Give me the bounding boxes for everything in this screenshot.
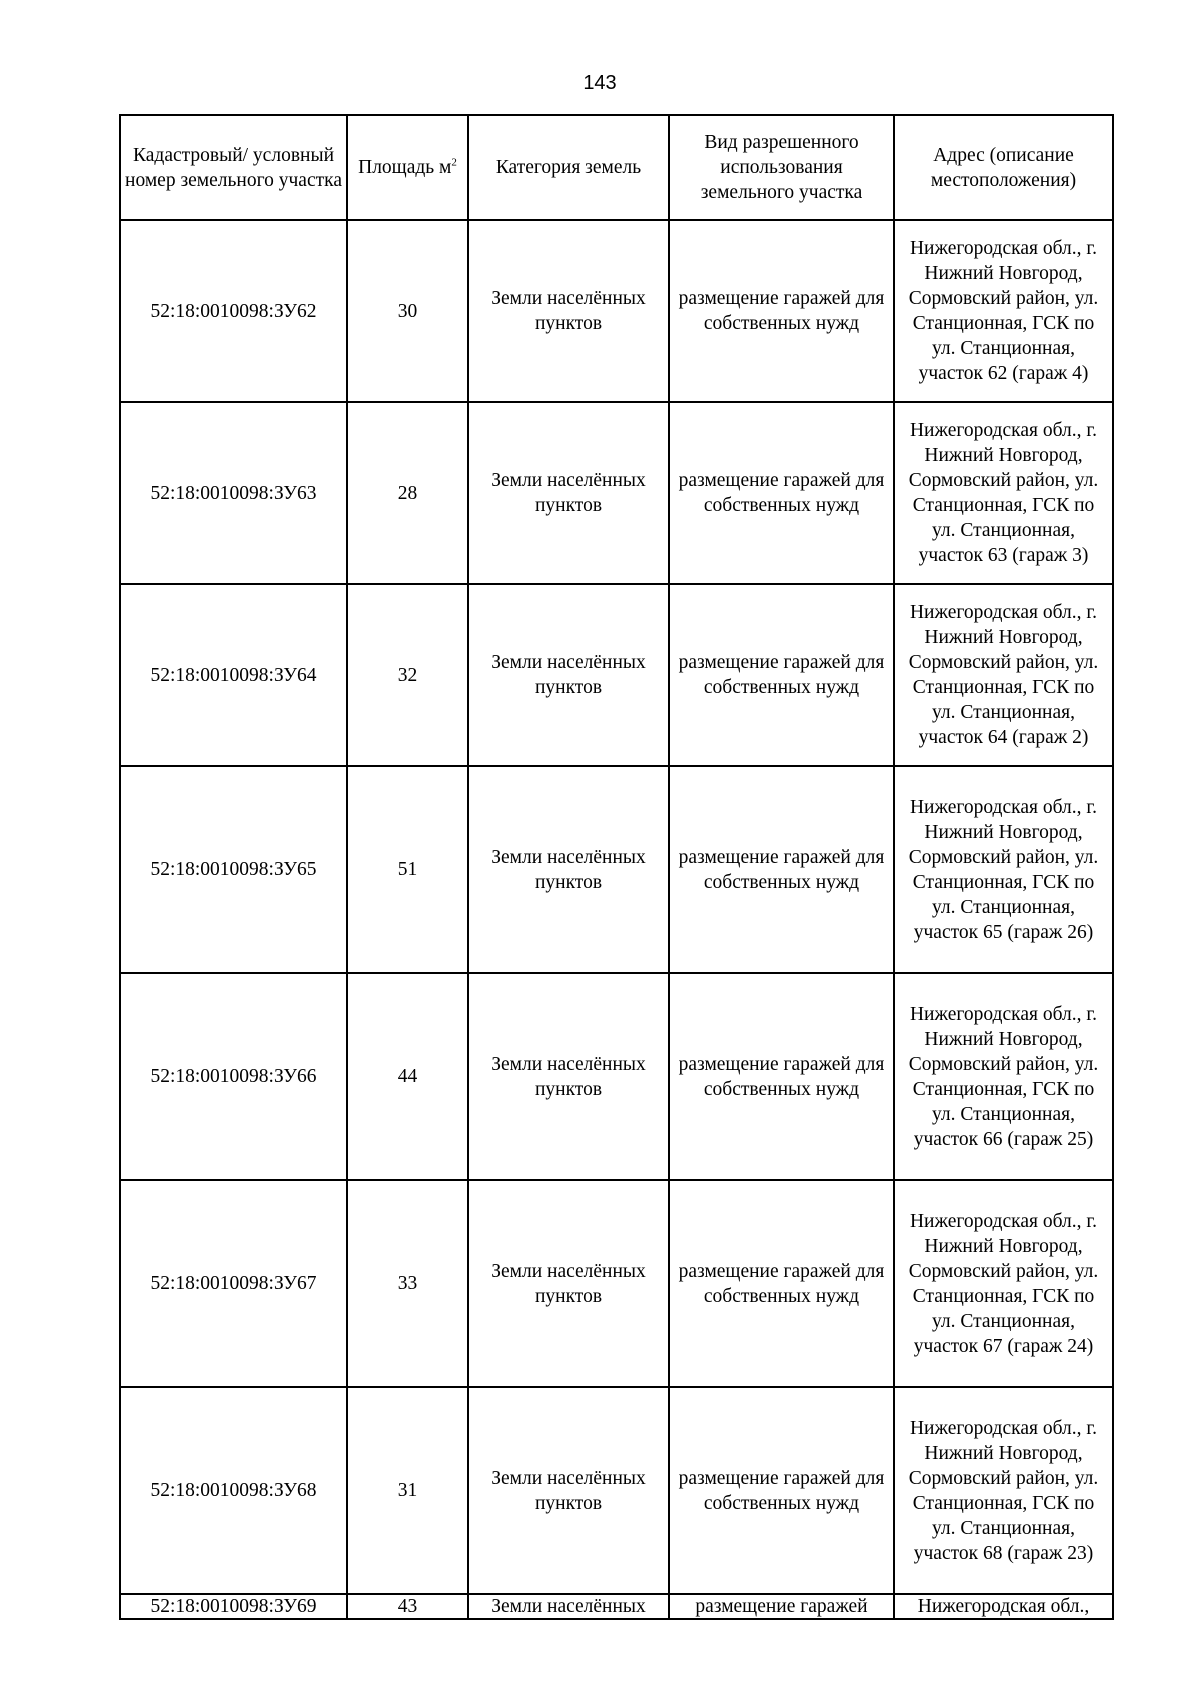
table-row bbox=[120, 402, 1113, 584]
land-category-cell: Земли населённых пунктов bbox=[468, 766, 669, 973]
cadastral-number-cell: 52:18:0010098:ЗУ68 bbox=[120, 1387, 347, 1594]
table-row bbox=[120, 1387, 1113, 1594]
permitted-use-cell: размещение гаражей для собственных нужд bbox=[669, 1180, 894, 1387]
land-category-cell: Земли населённых пунктов bbox=[468, 1180, 669, 1387]
header-area bbox=[347, 115, 468, 220]
cadastral-number-cell: 52:18:0010098:ЗУ64 bbox=[120, 584, 347, 766]
area-cell: 43 bbox=[347, 1594, 468, 1619]
permitted-use-cell: размещение гаражей для собственных нужд bbox=[669, 1387, 894, 1594]
area-cell: 32 bbox=[347, 584, 468, 766]
cadastral-number-cell: 52:18:0010098:ЗУ67 bbox=[120, 1180, 347, 1387]
land-category-cell: Земли населённых bbox=[468, 1594, 669, 1619]
area-cell: 51 bbox=[347, 766, 468, 973]
permitted-use-cell: размещение гаражей для собственных нужд bbox=[669, 766, 894, 973]
header-area-superscript: 2 bbox=[451, 156, 457, 169]
header-area-label: Площадь м bbox=[358, 157, 452, 178]
permitted-use-cell: размещение гаражей для собственных нужд bbox=[669, 220, 894, 402]
table-row bbox=[120, 766, 1113, 973]
address-cell: Нижегородская обл., г. Нижний Новгород, Сормовский район, ул. Станционная, ГСК по ул. Станционная, участок 66 (гараж 25) bbox=[894, 973, 1113, 1180]
cadastral-number-cell: 52:18:0010098:ЗУ62 bbox=[120, 220, 347, 402]
address-cell: Нижегородская обл., г. Нижний Новгород, Сормовский район, ул. Станционная, ГСК по ул. Станционная, участок 67 (гараж 24) bbox=[894, 1180, 1113, 1387]
land-category-cell: Земли населённых пунктов bbox=[468, 1387, 669, 1594]
table-row bbox=[120, 973, 1113, 1180]
permitted-use-cell: размещение гаражей для собственных нужд bbox=[669, 402, 894, 584]
land-category-cell: Земли населённых пунктов bbox=[468, 584, 669, 766]
address-cell: Нижегородская обл., г. Нижний Новгород, Сормовский район, ул. Станционная, ГСК по ул. Станционная, участок 65 (гараж 26) bbox=[894, 766, 1113, 973]
table-row bbox=[120, 1594, 1113, 1619]
cadastral-number-cell: 52:18:0010098:ЗУ65 bbox=[120, 766, 347, 973]
table-row bbox=[120, 1180, 1113, 1387]
header-land-category: Категория земель bbox=[468, 115, 669, 220]
table-header-row bbox=[120, 115, 1113, 220]
permitted-use-cell: размещение гаражей для собственных нужд bbox=[669, 584, 894, 766]
address-cell: Нижегородская обл., г. Нижний Новгород, Сормовский район, ул. Станционная, ГСК по ул. Станционная, участок 63 (гараж 3) bbox=[894, 402, 1113, 584]
area-cell: 31 bbox=[347, 1387, 468, 1594]
area-cell: 30 bbox=[347, 220, 468, 402]
cadastral-number-cell: 52:18:0010098:ЗУ66 bbox=[120, 973, 347, 1180]
land-plots-table bbox=[119, 114, 1114, 1620]
table-row bbox=[120, 584, 1113, 766]
area-cell: 44 bbox=[347, 973, 468, 1180]
cadastral-number-cell: 52:18:0010098:ЗУ69 bbox=[120, 1594, 347, 1619]
page-number: 143 bbox=[583, 72, 617, 94]
header-address: Адрес (описание местоположения) bbox=[894, 115, 1113, 220]
land-category-cell: Земли населённых пунктов bbox=[468, 402, 669, 584]
permitted-use-cell: размещение гаражей для собственных нужд bbox=[669, 973, 894, 1180]
address-cell: Нижегородская обл., bbox=[894, 1594, 1113, 1619]
header-permitted-use: Вид разрешенного использования земельного участка bbox=[669, 115, 894, 220]
address-cell: Нижегородская обл., г. Нижний Новгород, Сормовский район, ул. Станционная, ГСК по ул. Станционная, участок 64 (гараж 2) bbox=[894, 584, 1113, 766]
address-cell: Нижегородская обл., г. Нижний Новгород, Сормовский район, ул. Станционная, ГСК по ул. Станционная, участок 68 (гараж 23) bbox=[894, 1387, 1113, 1594]
land-category-cell: Земли населённых пунктов bbox=[468, 220, 669, 402]
address-cell: Нижегородская обл., г. Нижний Новгород, Сормовский район, ул. Станционная, ГСК по ул. Станционная, участок 62 (гараж 4) bbox=[894, 220, 1113, 402]
land-category-cell: Земли населённых пунктов bbox=[468, 973, 669, 1180]
area-cell: 33 bbox=[347, 1180, 468, 1387]
permitted-use-cell: размещение гаражей bbox=[669, 1594, 894, 1619]
header-cadastral-number: Кадастровый/ условный номер земельного участка bbox=[120, 115, 347, 220]
table-row bbox=[120, 220, 1113, 402]
cadastral-number-cell: 52:18:0010098:ЗУ63 bbox=[120, 402, 347, 584]
area-cell: 28 bbox=[347, 402, 468, 584]
